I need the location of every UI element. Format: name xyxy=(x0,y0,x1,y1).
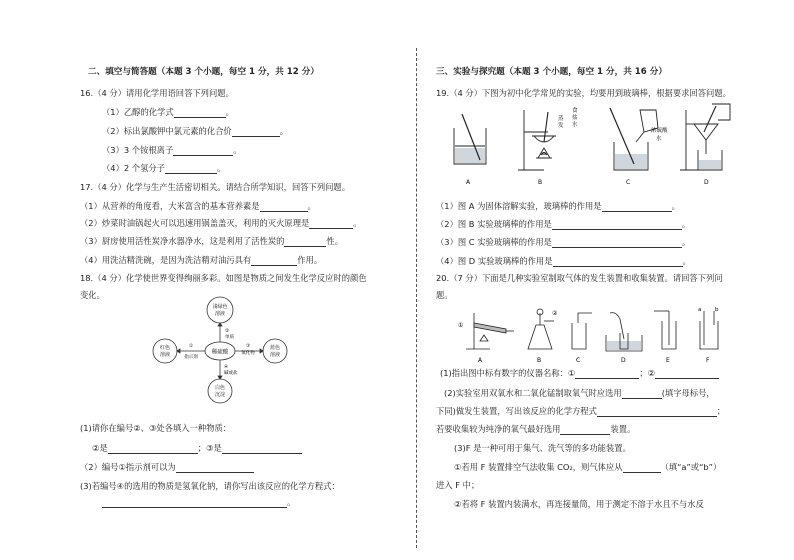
apparatus-e xyxy=(654,311,676,349)
figure-a-beaker xyxy=(454,114,486,164)
answer-blank[interactable] xyxy=(260,202,308,212)
figure-b-evaporation xyxy=(518,110,556,170)
q19-item-3: （3）图 C 实验玻璃棒的作用是 。 xyxy=(436,237,691,247)
q20-sub3-item1: ①若用 F 装置排空气法收集 CO₂，则气体应从 （填“a”或“b”） xyxy=(454,462,722,472)
diagram-center-node xyxy=(205,342,235,360)
q17-stem: 17.（4 分）化学与生产生活密切相关。请结合所学知识，回答下列问题。 xyxy=(80,182,351,192)
q18-stem-1: 18.（4 分）化学使世界变得绚丽多彩。如图是物质之间发生化学反应时的颜色 xyxy=(80,273,367,283)
q17-item-1: （1）从营养的角度看，大米富含的基本营养素是 。 xyxy=(80,201,316,211)
q19-glass-rod-figure xyxy=(440,98,750,190)
q20-stem-1: 20.（7 分）下面是几种实验室制取气体的发生装置和收集装置。请回答下列问 xyxy=(436,273,723,283)
answer-blank[interactable] xyxy=(602,202,672,212)
q20-sub1: (1)指出图中标有数字的仪器名称：① ；② xyxy=(440,368,719,379)
answer-blank[interactable] xyxy=(165,164,217,174)
q16-item-3-text: （3）3 个铵根离子 xyxy=(102,145,174,155)
svg-text:发: 发 xyxy=(558,123,564,129)
answer-blank[interactable] xyxy=(251,256,297,266)
svg-text:②: ② xyxy=(552,310,558,317)
svg-text:③: ③ xyxy=(245,344,251,349)
svg-text:白色: 白色 xyxy=(214,385,226,391)
answer-blank[interactable] xyxy=(560,425,610,435)
q18-stem-2: 变化。 xyxy=(80,290,105,300)
q18-sub3-answer: 。 xyxy=(102,497,295,508)
diagram-right-node xyxy=(263,339,287,363)
q20-sub3-item1-cont: 进入 F 中； xyxy=(436,480,480,490)
center-label: 稀硫酸 xyxy=(211,349,229,356)
q20-apparatus-figure xyxy=(456,305,756,365)
svg-text:①: ① xyxy=(188,344,194,349)
q20-sub2-line2: 下同)做发生装置，写出该反应的化学方程式 ； xyxy=(436,406,726,416)
q17-item-3: （3）厨房使用活性炭净水器净水，这是利用了活性炭的 性。 xyxy=(80,236,344,246)
svg-text:水: 水 xyxy=(656,136,662,142)
fig-label-c: C xyxy=(626,179,631,186)
fig-label-b: B xyxy=(538,179,543,186)
answer-blank[interactable] xyxy=(553,257,683,267)
svg-text:食: 食 xyxy=(572,108,578,114)
svg-text:沉淀: 沉淀 xyxy=(214,392,226,398)
q16-item-1: （1）乙醇的化学式 。 xyxy=(102,107,234,117)
svg-text:红色: 红色 xyxy=(159,345,171,351)
diagram-top-node xyxy=(207,297,233,323)
svg-text:蒸: 蒸 xyxy=(558,116,564,122)
answer-blank[interactable] xyxy=(232,127,280,137)
svg-text:蓝色: 蓝色 xyxy=(269,345,281,351)
q18-sub1: (1)请你在编号②、③处各填入一种物质： xyxy=(80,423,232,433)
q18-sub1-blanks: ②是 ；③是 xyxy=(92,443,302,454)
svg-text:B: B xyxy=(537,357,542,364)
column-divider xyxy=(416,48,417,548)
svg-text:氧化物: 氧化物 xyxy=(241,351,255,356)
q16-item-3: （3）3 个铵根离子 。 xyxy=(102,145,242,155)
answer-blank[interactable] xyxy=(655,369,719,379)
svg-text:碱或盐: 碱或盐 xyxy=(224,371,238,376)
answer-blank[interactable] xyxy=(102,498,287,508)
answer-blank[interactable] xyxy=(575,369,639,379)
q18-color-diagram xyxy=(145,296,295,406)
diagram-bottom-node xyxy=(208,379,232,403)
answer-blank[interactable] xyxy=(309,219,353,229)
q19-item-1: （1）图 A 为固体溶解实验，玻璃棒的作用是 。 xyxy=(436,201,680,211)
q20-sub3: (3)F 是一种可用于集气、洗气等的多功能装置。 xyxy=(454,443,631,453)
answer-blank[interactable] xyxy=(284,237,326,247)
q19-item-2: （2）图 B 实验玻璃棒的作用是 。 xyxy=(436,219,691,229)
svg-text:C: C xyxy=(576,357,581,364)
q16-item-1-text: （1）乙醇的化学式 xyxy=(102,107,174,117)
answer-blank[interactable] xyxy=(552,238,682,248)
svg-text:①: ① xyxy=(458,322,464,329)
q20-sub3-item2: ②若将 F 装置内装满水，再连接量筒，用于测定不溶于水且不与水反 xyxy=(454,499,704,509)
answer-blank[interactable] xyxy=(174,108,226,118)
q17-item-2: （2）炒菜时油锅起火可以迅速用锅盖盖灭，利用的灭火原理是 。 xyxy=(80,218,362,228)
figure-d-filtration xyxy=(680,104,730,170)
svg-text:溶液: 溶液 xyxy=(159,352,171,358)
apparatus-b xyxy=(528,309,554,349)
q20-sub2-line1: (2)实验室用双氧水和二氧化锰制取氧气时应选用 (填字母标号， xyxy=(444,388,715,398)
svg-text:F: F xyxy=(706,357,710,364)
q16-item-2: （2）标出氯酸钾中氯元素的化合价 。 xyxy=(102,126,289,136)
svg-text:b: b xyxy=(715,307,719,313)
answer-blank[interactable] xyxy=(622,389,662,399)
svg-text:溶液: 溶液 xyxy=(214,311,226,317)
section-title-experiment: 三、实验与探究题（本题 3 个小题，每空 1 分，共 16 分） xyxy=(436,67,667,77)
q16-stem: 16.（4 分）请用化学用语回答下列问题。 xyxy=(80,88,234,98)
answer-blank[interactable] xyxy=(176,463,254,473)
q19-stem: 19.（4 分）下图为初中化学常见的实验，均要用到玻璃棒，根据要求回答问题。 xyxy=(436,88,731,98)
q20-stem-2: 题。 xyxy=(436,290,453,300)
fig-label-a: A xyxy=(466,179,471,186)
answer-blank[interactable] xyxy=(108,444,198,454)
svg-text:A: A xyxy=(478,357,483,364)
q17-item-4: （4）用洗洁精洗碗，是因为洗洁精对油污具有 作用。 xyxy=(80,255,323,265)
svg-text:浅绿色: 浅绿色 xyxy=(212,304,228,310)
apparatus-c xyxy=(572,313,592,349)
svg-text:单质: 单质 xyxy=(225,335,234,340)
svg-text:④: ④ xyxy=(224,365,229,370)
svg-text:②: ② xyxy=(225,329,230,334)
answer-blank[interactable] xyxy=(552,220,682,230)
answer-blank[interactable] xyxy=(222,444,302,454)
apparatus-f xyxy=(700,311,718,349)
apparatus-d xyxy=(606,313,642,351)
q19-item-4: （4）图 D 实验玻璃棒的作用是 。 xyxy=(436,256,691,266)
q16-item-2-text: （2）标出氯酸钾中氯元素的化合价 xyxy=(102,126,232,136)
answer-blank[interactable] xyxy=(173,146,233,156)
section-title-fill: 二、填空与简答题（本题 3 个小题，每空 1 分，共 12 分） xyxy=(88,67,319,77)
q20-sub2-line3: 若要收集较为纯净的氧气最好选用 装置。 xyxy=(436,424,636,434)
q16-item-4: （4）2 个氢分子 。 xyxy=(102,163,226,173)
fig-label-d: D xyxy=(704,179,709,186)
svg-text:溶液: 溶液 xyxy=(269,352,281,358)
q18-sub3: (3)若编号④的选用的物质是氢氧化钠，请你写出该反应的化学方程式： xyxy=(80,481,340,491)
svg-text:E: E xyxy=(666,357,670,364)
svg-text:a: a xyxy=(698,307,702,313)
svg-text:D: D xyxy=(621,357,626,364)
answer-blank[interactable] xyxy=(623,463,661,473)
svg-text:指示剂: 指示剂 xyxy=(184,355,198,360)
q18-sub2: （2）编号①指示剂可以为 xyxy=(80,462,254,473)
q16-item-4-text: （4）2 个氢分子 xyxy=(102,163,165,173)
apparatus-a xyxy=(466,313,514,349)
svg-text:水: 水 xyxy=(572,122,578,128)
figure-c-dilution xyxy=(610,108,658,170)
answer-blank[interactable] xyxy=(597,407,717,417)
diagram-left-node xyxy=(153,339,177,363)
svg-text:盐: 盐 xyxy=(572,115,578,121)
svg-text:浓硫酸: 浓硫酸 xyxy=(651,128,668,134)
